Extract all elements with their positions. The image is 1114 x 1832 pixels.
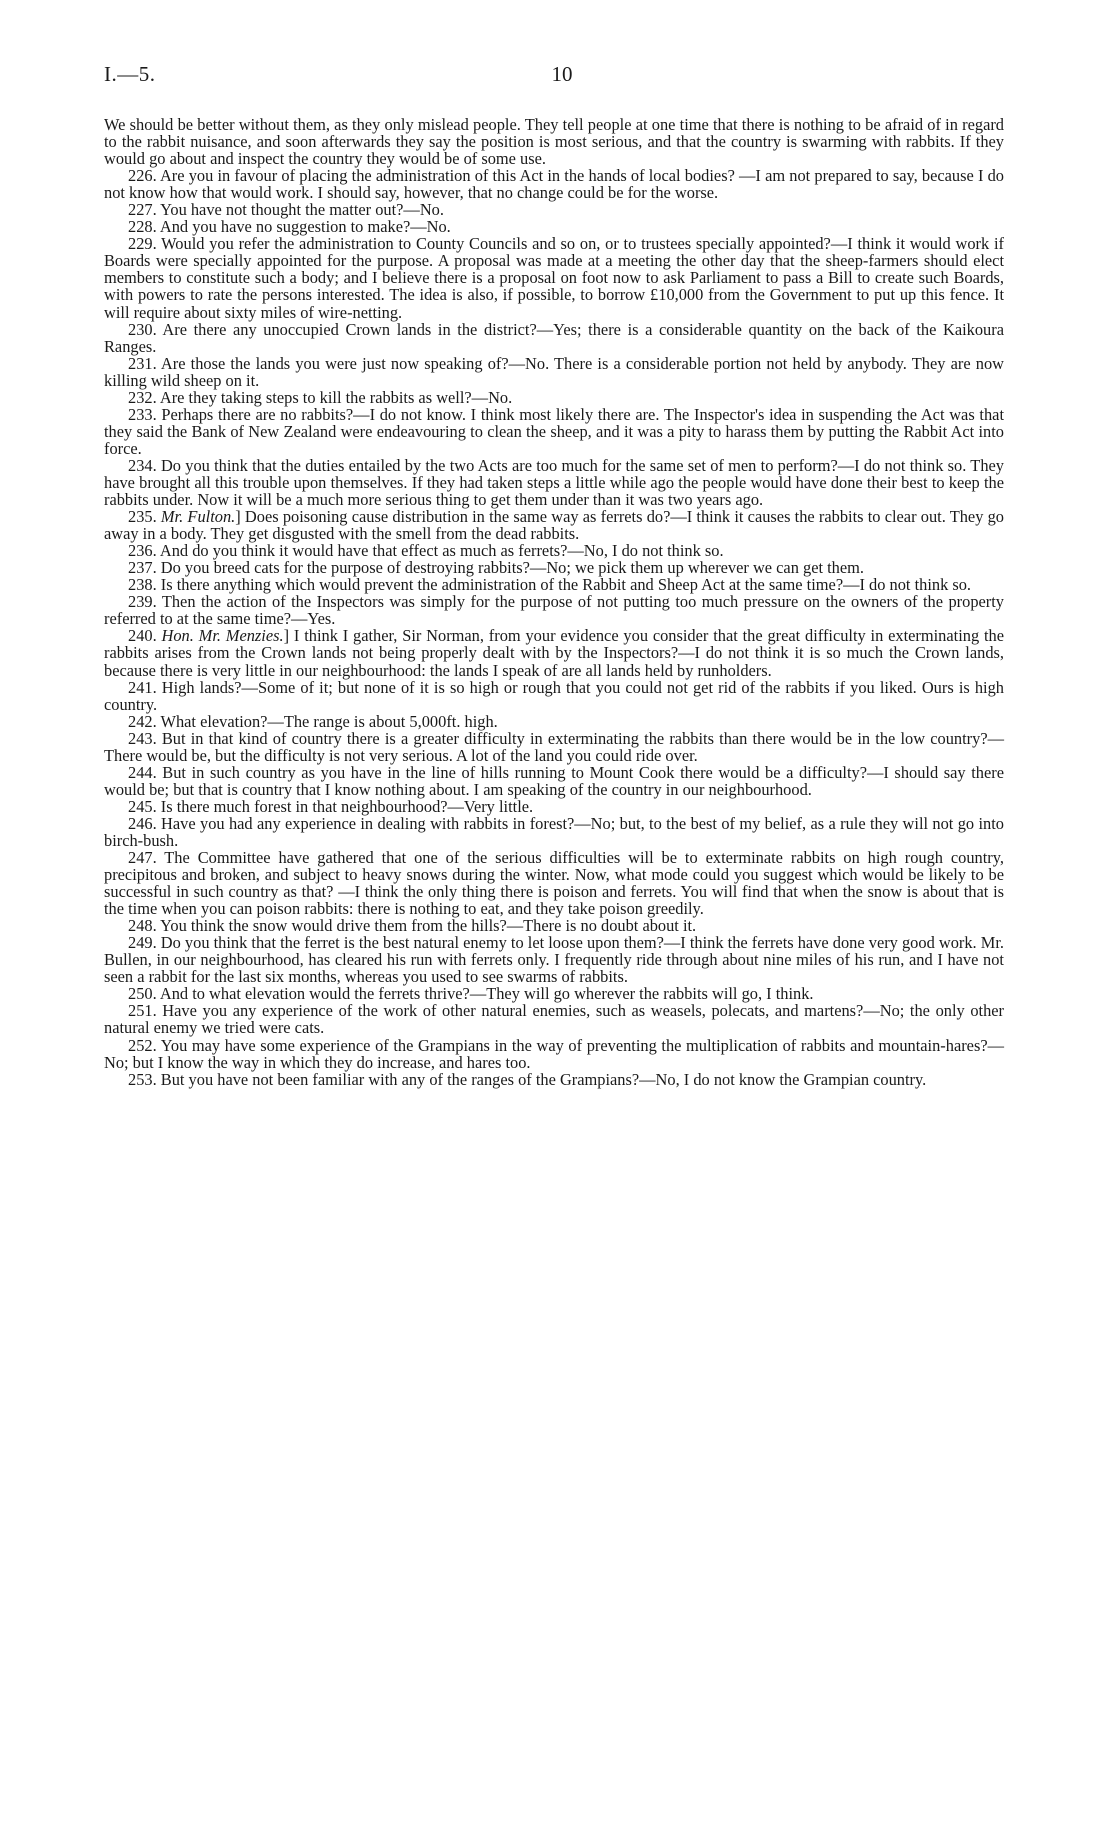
paper-series-code: I.—5.: [104, 62, 156, 86]
paragraph-text: 229. Would you refer the administration to County Councils and so on, or to trustees specially appointed?—I think it would work if Boards were specially appointed for the purpose. A proposal was made at a meeting the other day that the sheep-farmers should elect members to constitute such a body; and I believe there is a proposal on foot now to ask Parliament to pass a Bill to create such Boards, with powers to rate the persons interested. The idea is also, if possible, to borrow £10,000 from the Government to put up this fence. It will require about sixty miles of wire-netting.: [104, 234, 1004, 322]
paragraph-text: ] I think I gather, Sir Norman, from your evidence you consider that the great difficulty in exterminating the rabbits arises from the Crown lands not being properly dealt with by the Inspectors?—I do not think it is so much the Crown lands, because there is very little in our neighbourhood: the lands I speak of are all lands held by runholders.: [104, 626, 1005, 680]
paragraph-text: We should be better without them, as they only mislead people. They tell people at one time that there is nothing to be afraid of in regard to the rabbit nuisance, and soon afterwards they say the position is most serious, and that the country is swarming with rabbits. If they would go about and inspect the country they would be of some use.: [104, 115, 1004, 169]
paragraph-text: 227. You have not thought the matter out?—No.: [128, 200, 444, 220]
evidence-paragraph: [104, 627, 1004, 678]
page-header: [104, 62, 1020, 92]
paragraph-text: 234. Do you think that the duties entailed by the two Acts are too much for the same set of men to perform?—I do not think so. They have brought all this trouble upon themselves. If they had taken steps a little while ago the people would have done their best to keep the rabbits under. Now it will be a much more serious thing to get them under than it was two years ago.: [104, 455, 1004, 510]
evidence-paragraph: [104, 457, 1004, 508]
question-number: 240.: [128, 626, 162, 646]
evidence-paragraph: [104, 116, 1004, 167]
paragraph-text: 246. Have you had any experience in dealing with rabbits in forest?—No; but, to the best of my belief, as a rule they will not go into birch-bush.: [104, 813, 1004, 850]
paragraph-text: 249. Do you think that the ferret is the best natural enemy to let loose upon them?—I think the ferrets have done very good work. Mr. Bullen, in our neighbourhood, has cleared his run with ferrets only. I frequently ride through about nine miles of his run, and I have not seen a rabbit for the last six months, whereas you used to see swarms of rabbits.: [104, 933, 1004, 987]
paragraph-text: 233. Perhaps there are no rabbits?—I do not know. I think most likely there are. The Inspector's idea in suspending the Act was that they said the Bank of New Zealand were endeavouring to clean the sheep, and it was a pity to harass them by putting the Rabbit Act into force.: [104, 404, 1004, 458]
question-number: 235.: [128, 507, 161, 527]
evidence-paragraph: [104, 917, 1004, 934]
paragraph-text: 250. And to what elevation would the ferrets thrive?—They will go wherever the rabbits will go, I think.: [128, 984, 814, 1004]
evidence-paragraph: [104, 593, 1004, 627]
speaker-name: Hon. Mr. Menzies.: [161, 626, 284, 646]
evidence-paragraph: [104, 542, 1004, 559]
speaker-name: Mr. Fulton.: [160, 507, 236, 527]
evidence-paragraph: [104, 985, 1004, 1002]
evidence-paragraph: [104, 406, 1004, 457]
evidence-paragraph: [104, 679, 1004, 713]
evidence-paragraph: [104, 201, 1004, 218]
evidence-paragraph: [104, 764, 1004, 798]
evidence-paragraph: [104, 730, 1004, 764]
evidence-paragraph: [104, 559, 1004, 576]
evidence-paragraph: [104, 321, 1004, 355]
page-number: 10: [551, 62, 573, 86]
evidence-paragraph: [104, 508, 1004, 542]
paragraph-text: 239. Then the action of the Inspectors was simply for the purpose of not putting too much pressure on the owners of the property referred to at the same time?—Yes.: [104, 592, 1004, 629]
evidence-paragraph: [104, 355, 1004, 389]
evidence-paragraph: [104, 218, 1004, 235]
evidence-paragraph: [104, 576, 1004, 593]
evidence-paragraph: [104, 934, 1004, 985]
paragraph-text: 252. You may have some experience of the Grampians in the way of preventing the multiplication of rabbits and mountain-hares?—No; but I know the way in which they do increase, and hares too.: [104, 1035, 1004, 1072]
paragraph-text: ] Does poisoning cause distribution in the same way as ferrets do?—I think it causes the rabbits to clear out. They go away in a body. They get disgusted with the smell from the dead rabbits.: [104, 507, 1005, 544]
evidence-paragraph: [104, 815, 1004, 849]
evidence-paragraph: [104, 167, 1004, 201]
paragraph-text: 251. Have you any experience of the work of other natural enemies, such as weasels, polecats, and martens?—No; the only other natural enemy we tried were cats.: [104, 1001, 1004, 1038]
evidence-paragraph: [104, 389, 1004, 406]
paragraph-text: 248. You think the snow would drive them from the hills?—There is no doubt about it.: [128, 916, 697, 936]
evidence-paragraph: [104, 798, 1004, 815]
evidence-paragraph: [104, 849, 1004, 917]
paragraph-text: 232. Are they taking steps to kill the rabbits as well?—No.: [128, 387, 513, 407]
paragraph-text: 247. The Committee have gathered that one of the serious difficulties will be to exterminate rabbits on high rough country, precipitous and broken, and subject to heavy snows during the winter. Now, what mode could you suggest which would be likely to be successful in such country as that? —I think the only thing there is poison and ferrets. You will find that when the snow is about that is the time when you can poison rabbits: there is nothing to eat, and they take poison greedily.: [104, 848, 1004, 919]
evidence-text: [104, 116, 1004, 1088]
paragraph-text: 231. Are those the lands you were just now speaking of?—No. There is a considerable portion not held by anybody. They are now killing wild sheep on it.: [104, 353, 1004, 390]
evidence-paragraph: [104, 1071, 1004, 1088]
paragraph-text: 238. Is there anything which would prevent the administration of the Rabbit and Sheep Act at the same time?—I do not think so.: [128, 575, 972, 595]
paragraph-text: 228. And you have no suggestion to make?—No.: [128, 217, 451, 237]
paragraph-text: 226. Are you in favour of placing the administration of this Act in the hands of local bodies? —I am not prepared to say, because I do not know how that would work. I should say, however, that no change could be for the worse.: [104, 166, 1004, 203]
paragraph-text: 245. Is there much forest in that neighbourhood?—Very little.: [128, 796, 534, 816]
paragraph-text: 242. What elevation?—The range is about 5,000ft. high.: [128, 711, 498, 731]
paragraph-text: 241. High lands?—Some of it; but none of it is so high or rough that you could not get rid of the rabbits if you liked. Ours is high country.: [104, 677, 1004, 714]
paragraph-text: 230. Are there any unoccupied Crown lands in the district?—Yes; there is a considerable quantity on the back of the Kaikoura Ranges.: [104, 319, 1004, 356]
evidence-paragraph: [104, 1037, 1004, 1071]
evidence-paragraph: [104, 713, 1004, 730]
paragraph-text: 237. Do you breed cats for the purpose of destroying rabbits?—No; we pick them up wherever we can get them.: [128, 558, 864, 578]
paragraph-text: 236. And do you think it would have that effect as much as ferrets?—No, I do not think so.: [128, 541, 724, 561]
evidence-paragraph: [104, 1002, 1004, 1036]
paragraph-text: 253. But you have not been familiar with any of the ranges of the Grampians?—No, I do not know the Grampian country.: [128, 1069, 927, 1089]
evidence-paragraph: [104, 235, 1004, 320]
paragraph-text: 244. But in such country as you have in the line of hills running to Mount Cook there would be a difficulty?—I should say there would be; but that is country that I know nothing about. I am speaking of the country in our neighbourhood.: [104, 762, 1004, 799]
paragraph-text: 243. But in that kind of country there is a greater difficulty in exterminating the rabbits than there would be in the low country?—There would be, but the difficulty is not very serious. A lot of the land you could ride over.: [104, 728, 1004, 765]
